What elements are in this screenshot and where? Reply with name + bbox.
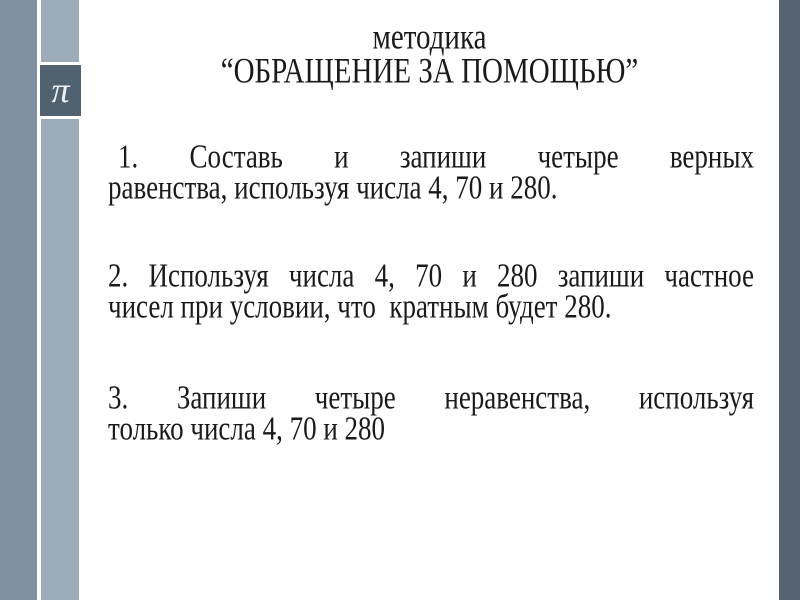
task-item-1 xyxy=(108,137,754,206)
slide-title xyxy=(80,17,779,91)
pi-logo-box xyxy=(40,62,81,119)
pi-icon: π xyxy=(51,69,70,110)
right-accent-bar xyxy=(779,0,800,600)
task-2-line-1: 2. Используя числа 4, 70 и 280 запиши частное xyxy=(108,256,754,294)
task-1-line-2: равенства, используя числа 4, 70 и 280. xyxy=(108,168,558,206)
left-accent-bar xyxy=(0,0,37,600)
title-line-name: “ОБРАЩЕНИЕ ЗА ПОМОЩЬЮ” xyxy=(220,51,639,91)
task-2-line-2: чисел при условии, что кратным будет 280. xyxy=(108,287,612,325)
task-3-line-1: 3. Запиши четыре неравенства, используя xyxy=(108,378,754,416)
task-item-3 xyxy=(108,378,754,447)
title-line-method: методика xyxy=(372,17,487,58)
task-1-line-1: 1. Составь и запиши четыре верных xyxy=(118,137,754,175)
task-3-line-2: только числа 4, 70 и 280 xyxy=(108,409,386,447)
task-item-2 xyxy=(108,256,754,325)
